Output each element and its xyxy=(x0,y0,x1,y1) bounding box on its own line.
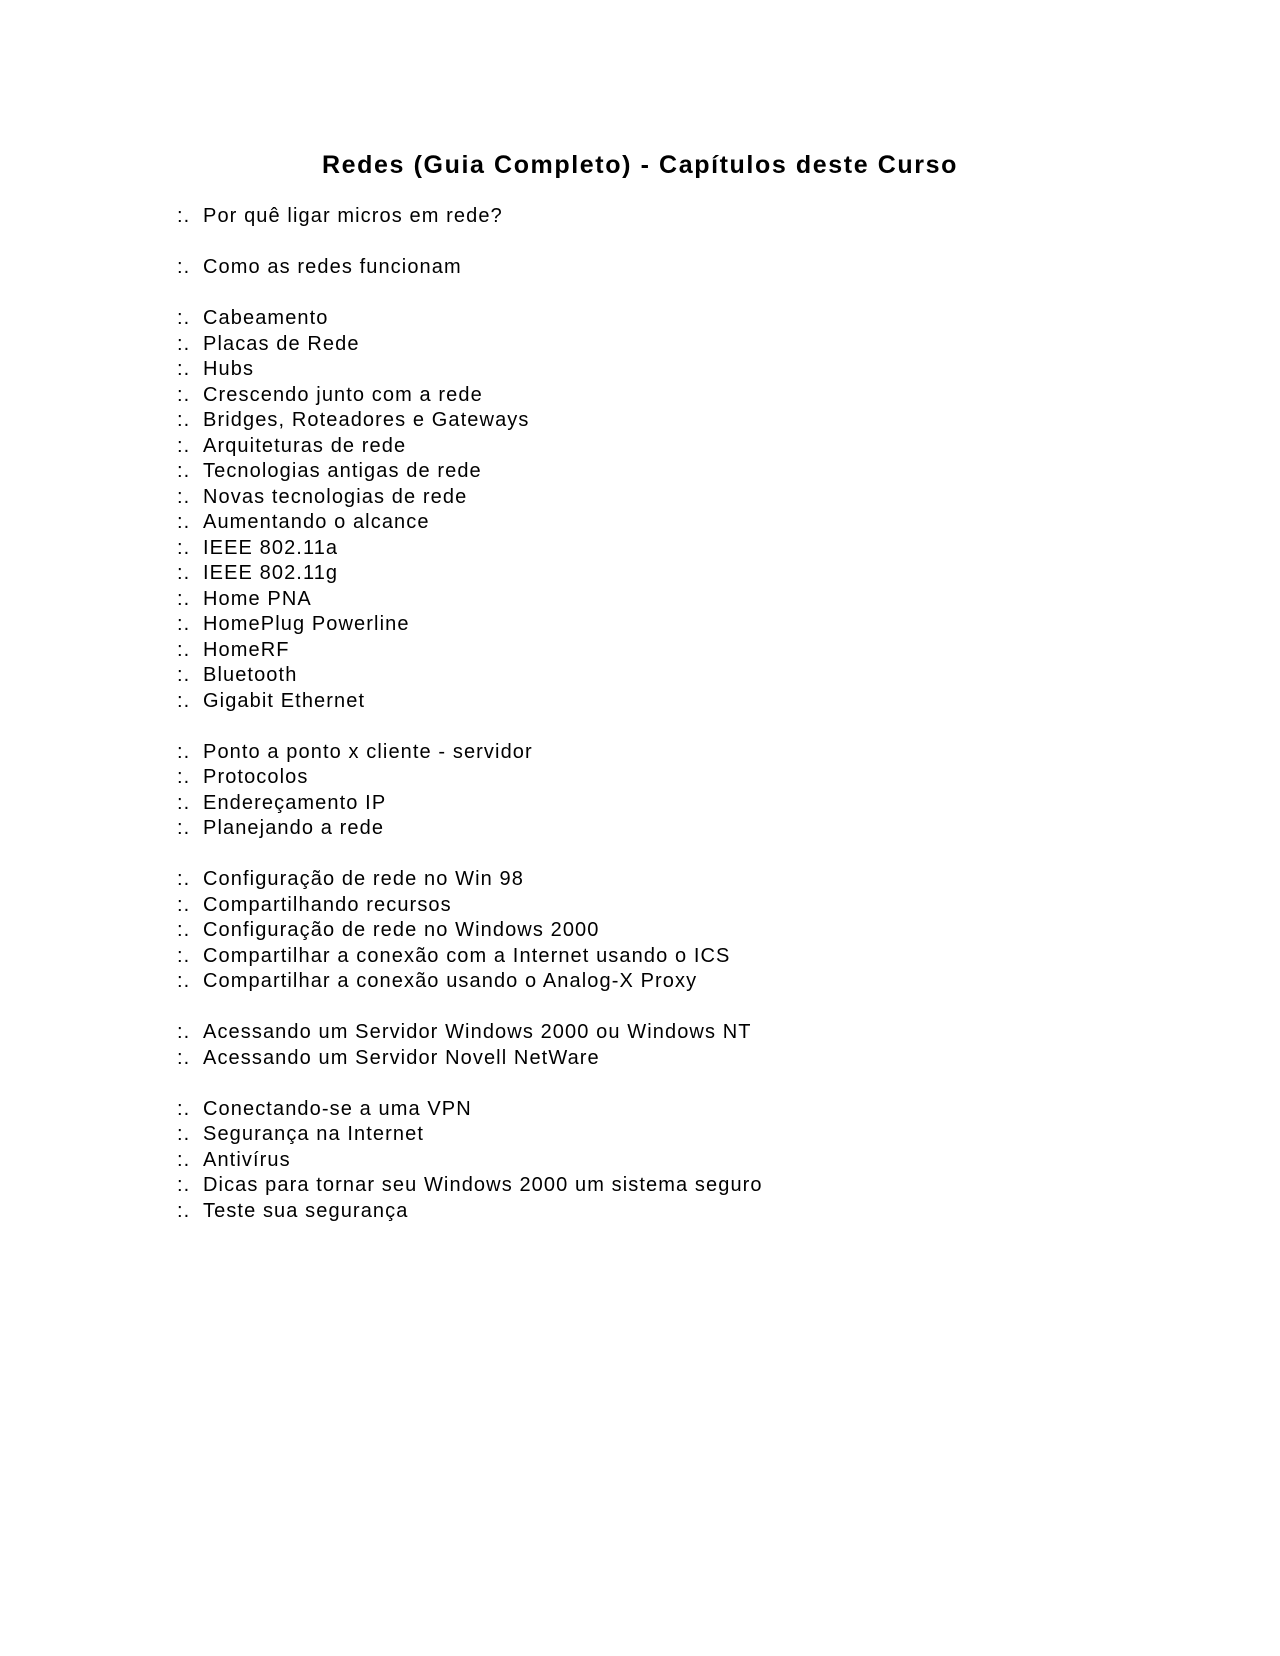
chapter-item xyxy=(177,816,763,842)
chapter-bullet: :. xyxy=(177,791,191,814)
chapter-bullet: :. xyxy=(177,1148,191,1171)
chapter-bullet: :. xyxy=(177,307,191,329)
chapter-item xyxy=(177,204,763,230)
chapter-item xyxy=(177,740,763,766)
chapter-bullet: :. xyxy=(177,689,191,712)
chapter-label: Endereçamento IP xyxy=(203,791,387,814)
chapter-label: Tecnologias antigas de rede xyxy=(203,460,482,482)
chapter-label: Configuração de rede no Win 98 xyxy=(203,868,524,890)
chapter-item xyxy=(177,893,763,919)
chapter-label: Hubs xyxy=(203,358,255,380)
chapter-item xyxy=(177,1122,763,1148)
chapter-bullet: :. xyxy=(177,562,191,584)
chapter-item xyxy=(177,306,763,332)
chapter-label: Acessando um Servidor Novell NetWare xyxy=(203,1046,600,1069)
chapter-bullet: :. xyxy=(177,1046,191,1069)
chapter-bullet: :. xyxy=(177,919,191,941)
chapter-item xyxy=(177,867,763,893)
chapter-label: HomeRF xyxy=(203,638,290,661)
chapter-item xyxy=(177,561,763,587)
chapter-label: Cabeamento xyxy=(203,307,329,329)
chapter-list xyxy=(177,204,763,1250)
chapter-label: Placas de Rede xyxy=(203,332,360,355)
chapter-label: Compartilhar a conexão usando o Analog-X Proxy xyxy=(203,970,698,992)
chapter-bullet: :. xyxy=(177,434,191,457)
chapter-bullet: :. xyxy=(177,511,191,533)
chapter-label: HomePlug Powerline xyxy=(203,613,410,635)
chapter-item xyxy=(177,1148,763,1174)
chapter-item xyxy=(177,485,763,511)
chapter-item xyxy=(177,944,763,970)
chapter-item xyxy=(177,536,763,562)
chapter-item xyxy=(177,663,763,689)
chapter-label: Segurança na Internet xyxy=(203,1123,425,1145)
chapter-bullet: :. xyxy=(177,1021,191,1043)
chapter-bullet: :. xyxy=(177,664,191,686)
chapter-item xyxy=(177,1097,763,1123)
chapter-group xyxy=(177,255,763,281)
chapter-item xyxy=(177,434,763,460)
chapter-label: Teste sua segurança xyxy=(203,1199,409,1222)
chapter-bullet: :. xyxy=(177,536,191,559)
chapter-item xyxy=(177,689,763,715)
chapter-item xyxy=(177,408,763,434)
chapter-label: Home PNA xyxy=(203,587,312,610)
chapter-label: Acessando um Servidor Windows 2000 ou Windows NT xyxy=(203,1021,752,1043)
chapter-item xyxy=(177,638,763,664)
chapter-item xyxy=(177,765,763,791)
chapter-group xyxy=(177,867,763,995)
chapter-group xyxy=(177,1020,763,1071)
chapter-label: IEEE 802.11a xyxy=(203,536,339,559)
chapter-label: Gigabit Ethernet xyxy=(203,689,366,712)
chapter-bullet: :. xyxy=(177,1123,191,1145)
chapter-item xyxy=(177,1173,763,1199)
chapter-label: Antivírus xyxy=(203,1148,291,1171)
chapter-bullet: :. xyxy=(177,1174,191,1196)
chapter-label: Compartilhar a conexão com a Internet usando o ICS xyxy=(203,944,731,967)
chapter-label: Aumentando o alcance xyxy=(203,511,430,533)
chapter-item xyxy=(177,918,763,944)
chapter-item xyxy=(177,255,763,281)
chapter-label: Configuração de rede no Windows 2000 xyxy=(203,919,600,941)
chapter-bullet: :. xyxy=(177,358,191,380)
chapter-label: Compartilhando recursos xyxy=(203,893,452,916)
chapter-label: Como as redes funcionam xyxy=(203,256,462,278)
chapter-label: Bridges, Roteadores e Gateways xyxy=(203,409,530,431)
chapter-label: Dicas para tornar seu Windows 2000 um sistema seguro xyxy=(203,1174,763,1196)
chapter-bullet: :. xyxy=(177,409,191,431)
chapter-bullet: :. xyxy=(177,332,191,355)
chapter-item xyxy=(177,791,763,817)
chapter-label: IEEE 802.11g xyxy=(203,562,339,584)
chapter-bullet: :. xyxy=(177,205,191,227)
chapter-group xyxy=(177,1097,763,1225)
chapter-item xyxy=(177,1199,763,1225)
chapter-bullet: :. xyxy=(177,817,191,839)
chapter-bullet: :. xyxy=(177,613,191,635)
chapter-bullet: :. xyxy=(177,460,191,482)
chapter-item xyxy=(177,1046,763,1072)
chapter-bullet: :. xyxy=(177,766,191,788)
chapter-label: Planejando a rede xyxy=(203,817,385,839)
chapter-group xyxy=(177,204,763,230)
chapter-item xyxy=(177,1020,763,1046)
chapter-bullet: :. xyxy=(177,485,191,508)
chapter-item xyxy=(177,510,763,536)
chapter-bullet: :. xyxy=(177,868,191,890)
chapter-bullet: :. xyxy=(177,638,191,661)
chapter-label: Conectando-se a uma VPN xyxy=(203,1097,472,1120)
chapter-group xyxy=(177,306,763,714)
chapter-bullet: :. xyxy=(177,256,191,278)
document-title: Redes (Guia Completo) - Capítulos deste Curso xyxy=(322,151,958,179)
chapter-bullet: :. xyxy=(177,944,191,967)
chapter-bullet: :. xyxy=(177,587,191,610)
chapter-item xyxy=(177,459,763,485)
chapter-item xyxy=(177,587,763,613)
chapter-bullet: :. xyxy=(177,383,191,406)
chapter-label: Bluetooth xyxy=(203,664,298,686)
chapter-item xyxy=(177,612,763,638)
chapter-bullet: :. xyxy=(177,893,191,916)
chapter-bullet: :. xyxy=(177,1199,191,1222)
chapter-label: Novas tecnologias de rede xyxy=(203,485,468,508)
chapter-item xyxy=(177,969,763,995)
chapter-group xyxy=(177,740,763,842)
chapter-bullet: :. xyxy=(177,740,191,763)
chapter-label: Arquiteturas de rede xyxy=(203,434,407,457)
chapter-label: Por quê ligar micros em rede? xyxy=(203,205,503,227)
chapter-item xyxy=(177,383,763,409)
chapter-bullet: :. xyxy=(177,1097,191,1120)
chapter-bullet: :. xyxy=(177,970,191,992)
chapter-label: Protocolos xyxy=(203,766,309,788)
chapter-item xyxy=(177,357,763,383)
chapter-item xyxy=(177,332,763,358)
chapter-label: Ponto a ponto x cliente - servidor xyxy=(203,740,533,763)
chapter-label: Crescendo junto com a rede xyxy=(203,383,483,406)
